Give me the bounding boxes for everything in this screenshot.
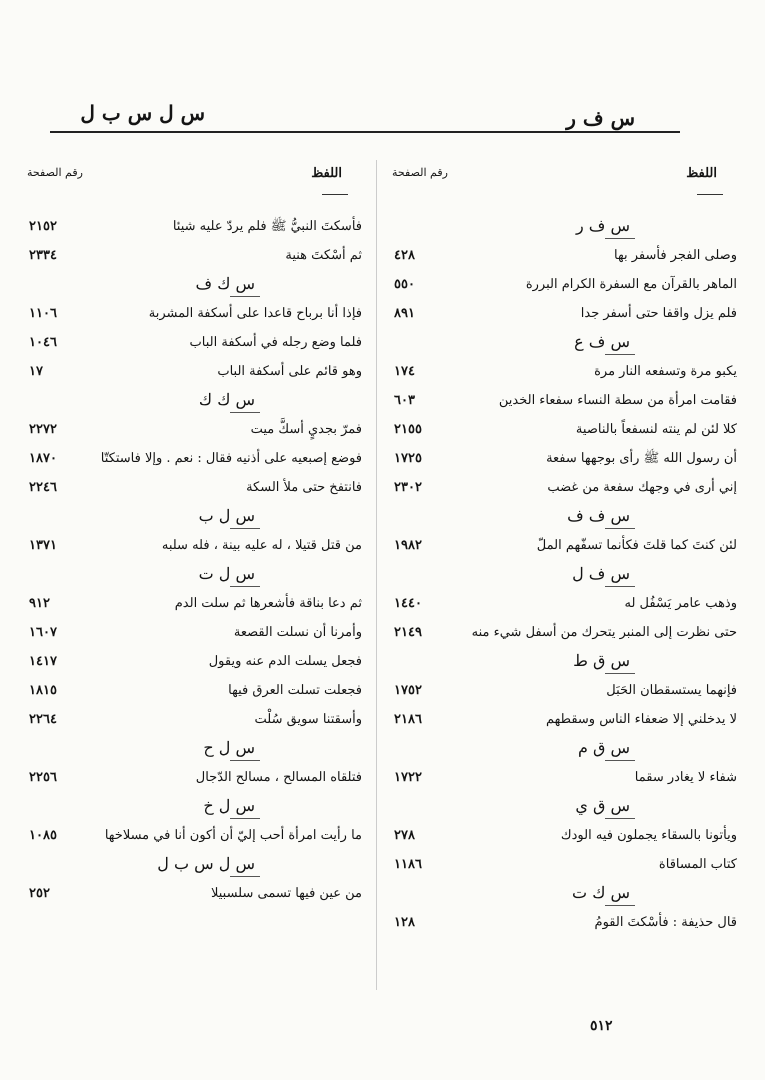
entry-page-number: ١٧٢٢: [394, 770, 422, 785]
index-entry: [390, 763, 745, 792]
root-letters: س ف ل: [572, 564, 630, 583]
index-entry: [25, 415, 370, 444]
label-underline: [697, 194, 723, 195]
running-head-left: س ل س ب ل: [80, 101, 205, 125]
left-column: [25, 160, 370, 908]
entry-page-number: ١٧٤: [394, 364, 415, 379]
index-entry: [390, 357, 745, 386]
root-underline: [230, 528, 260, 529]
entry-page-number: ٢٥٢: [29, 886, 50, 901]
entry-page-number: ١٣٧١: [29, 538, 57, 553]
entry-phrase: حتى نظرت إلى المنبر يتحرك من أسفل شيء منه: [471, 625, 737, 640]
entry-phrase: فلما وضع رجله في أسكفة الباب: [189, 335, 362, 350]
entry-phrase: فجعل يسلت الدم عنه ويقول: [208, 654, 362, 669]
index-entry: [25, 531, 370, 560]
root-letters: س ق ي: [575, 796, 630, 815]
root-underline: [605, 760, 635, 761]
column-divider: [376, 160, 377, 990]
root-underline: [605, 905, 635, 906]
entry-page-number: ٢٧٨: [394, 828, 415, 843]
index-entry: [390, 618, 745, 647]
word-column-label: اللفظ: [311, 166, 342, 181]
root-underline: [230, 586, 260, 587]
root-heading: [390, 560, 745, 589]
entry-page-number: ١٧٥٢: [394, 683, 422, 698]
index-entry: [390, 850, 745, 879]
entry-phrase: إني أرى في وجهك سفعة من غضب: [547, 480, 737, 495]
entry-page-number: ١٠٨٥: [29, 828, 57, 843]
entry-phrase: قال حذيفة : فأسْكتَ القومُ: [594, 915, 737, 930]
entry-page-number: ٢١٨٦: [394, 712, 422, 727]
entry-phrase: من عين فيها تسمى سلسبيلا: [210, 886, 362, 901]
entry-page-number: ١٨١٥: [29, 683, 57, 698]
entry-page-number: ٢١٥٥: [394, 422, 422, 437]
root-letters: س ف ف: [567, 506, 630, 525]
root-letters: س ل ح: [203, 738, 255, 757]
page-number: ٥١٢: [590, 1018, 613, 1034]
index-entry: [25, 618, 370, 647]
entry-phrase: وأمرنا أن نسلت القصعة: [233, 625, 362, 640]
index-entry: [390, 821, 745, 850]
index-entry: [25, 705, 370, 734]
index-entry: [25, 676, 370, 705]
root-letters: س ل س ب ل: [157, 854, 255, 873]
root-heading: [390, 879, 745, 908]
entry-phrase: فإنهما يستسقطان الحَبَل: [606, 683, 737, 698]
entry-phrase: وهو قائم على أسكفة الباب: [217, 364, 362, 379]
entry-page-number: ٢١٤٩: [394, 625, 422, 640]
column-header: [390, 160, 745, 212]
entry-page-number: ٩١٢: [29, 596, 50, 611]
root-underline: [230, 412, 260, 413]
root-heading: [25, 386, 370, 415]
root-letters: س ك ف: [195, 274, 255, 293]
index-entry: [25, 763, 370, 792]
entry-page-number: ١٨٧٠: [29, 451, 57, 466]
entry-page-number: ١٤٤٠: [394, 596, 422, 611]
root-heading: [25, 502, 370, 531]
root-letters: س ك ت: [572, 883, 630, 902]
running-head-right: س ف ر: [566, 106, 635, 130]
index-entry: [390, 299, 745, 328]
entry-page-number: ٢١٥٢: [29, 219, 57, 234]
entry-phrase: وأسقتنا سويق سُلْت: [254, 712, 362, 727]
entry-phrase: الماهر بالقرآن مع السفرة الكرام البررة: [525, 277, 737, 292]
entry-page-number: ٢٢٥٦: [29, 770, 57, 785]
index-entry: [390, 386, 745, 415]
root-heading: [25, 792, 370, 821]
root-heading: [390, 734, 745, 763]
entry-page-number: ٢٢٧٢: [29, 422, 57, 437]
entry-page-number: ١٠٤٦: [29, 335, 57, 350]
entry-phrase: فقامت امرأة من سطة النساء سفعاء الخدين: [498, 393, 737, 408]
root-underline: [605, 528, 635, 529]
index-entry: [25, 357, 370, 386]
root-heading: [25, 734, 370, 763]
root-heading: [390, 502, 745, 531]
entry-phrase: فمرّ بجديٍ أسكَّ ميت: [250, 422, 362, 437]
root-letters: س ف ع: [574, 332, 630, 351]
entry-phrase: من قتل قتيلا ، له عليه بينة ، فله سلبه: [161, 538, 362, 553]
entry-phrase: ثم دعا بناقة فأشعرها ثم سلت الدم: [174, 596, 362, 611]
right-column: [390, 160, 745, 937]
root-heading: [25, 850, 370, 879]
index-entry: [390, 241, 745, 270]
entry-page-number: ١٧٢٥: [394, 451, 422, 466]
root-heading: [390, 212, 745, 241]
index-entry: [25, 647, 370, 676]
index-entry: [25, 473, 370, 502]
entry-phrase: كلا لئن لم ينته لنسفعاً بالناصية: [575, 422, 737, 437]
entry-page-number: ١٤١٧: [29, 654, 57, 669]
root-letters: س ل خ: [203, 796, 255, 815]
index-entry: [390, 531, 745, 560]
root-underline: [230, 760, 260, 761]
header-rule: [50, 131, 680, 133]
entry-page-number: ١١٨٦: [394, 857, 422, 872]
root-underline: [605, 354, 635, 355]
index-entry: [390, 908, 745, 937]
entry-phrase: شفاء لا يغادر سقما: [634, 770, 737, 785]
index-entry: [25, 299, 370, 328]
root-letters: س ل ب: [198, 506, 255, 525]
index-entry: [25, 444, 370, 473]
root-heading: [390, 328, 745, 357]
entry-phrase: ما رأيت امرأة أحب إليّ أن أكون أنا في مسلاخها: [104, 828, 362, 843]
entry-phrase: وذهب عامر يَسْفُل له: [624, 596, 737, 611]
root-letters: س ق ط: [573, 651, 630, 670]
root-underline: [230, 876, 260, 877]
index-entry: [25, 589, 370, 618]
entry-page-number: ٦٠٣: [394, 393, 415, 408]
page-column-label: رقم الصفحة: [392, 166, 448, 179]
root-underline: [230, 818, 260, 819]
root-underline: [605, 586, 635, 587]
root-heading: [390, 792, 745, 821]
entry-page-number: ٢٢٤٦: [29, 480, 57, 495]
entry-phrase: فتلقاه المسالح ، مسالح الدّجال: [195, 770, 362, 785]
left-entry-list: [25, 212, 370, 908]
entry-phrase: ويأتونا بالسقاء يجملون فيه الودك: [560, 828, 737, 843]
page-column-label: رقم الصفحة: [27, 166, 83, 179]
root-underline: [605, 673, 635, 674]
root-heading: [25, 560, 370, 589]
root-underline: [605, 818, 635, 819]
entry-phrase: كتاب المساقاة: [658, 857, 737, 872]
index-entry: [390, 444, 745, 473]
entry-phrase: فجعلت تسلت العرق فيها: [228, 683, 362, 698]
word-column-label: اللفظ: [686, 166, 717, 181]
root-letters: س ك ك: [198, 390, 255, 409]
root-heading: [390, 647, 745, 676]
entry-phrase: أن رسول الله ﷺ رأى بوجهها سفعة: [546, 451, 737, 466]
entry-page-number: ٢٣٣٤: [29, 248, 57, 263]
right-entry-list: [390, 212, 745, 937]
index-entry: [25, 879, 370, 908]
entry-phrase: لئن كنتَ كما قلتَ فكأنما تسفّهم الملّ: [536, 538, 737, 553]
index-entry: [390, 589, 745, 618]
root-heading: [25, 270, 370, 299]
index-entry: [25, 821, 370, 850]
entry-phrase: فأسكتَ النبيُّ ﷺ فلم يردّ عليه شيئا: [172, 219, 362, 234]
index-entry: [25, 328, 370, 357]
index-entry: [390, 676, 745, 705]
root-letters: س ل ت: [198, 564, 255, 583]
entry-page-number: ١٢٨: [394, 915, 415, 930]
entry-phrase: فلم يزل واقفا حتى أسفر جدا: [580, 306, 737, 321]
entry-page-number: ٢٣٠٢: [394, 480, 422, 495]
entry-page-number: ٥٥٠: [394, 277, 415, 292]
root-underline: [230, 296, 260, 297]
entry-page-number: ١١٠٦: [29, 306, 57, 321]
entry-phrase: فإذا أنا برباح قاعدا على أسكفة المشربة: [148, 306, 362, 321]
index-entry: [390, 270, 745, 299]
entry-page-number: ١٩٨٢: [394, 538, 422, 553]
entry-phrase: لا يدخلني إلا ضعفاء الناس وسقطهم: [546, 712, 737, 727]
entry-phrase: يكبو مرة وتسفعه النار مرة: [594, 364, 737, 379]
index-entry: [390, 705, 745, 734]
root-underline: [605, 238, 635, 239]
column-header: [25, 160, 370, 212]
root-letters: س ق م: [577, 738, 630, 757]
entry-page-number: ١٦٠٧: [29, 625, 57, 640]
index-entry: [390, 473, 745, 502]
entry-phrase: فوضع إصبعيه على أذنيه فقال : نعم . وإلا فاستكتّا: [100, 451, 362, 466]
entry-phrase: وصلى الفجر فأسفر بها: [614, 248, 737, 263]
entry-phrase: فانتفخ حتى ملأ السكة: [246, 480, 362, 495]
entry-page-number: ٨٩١: [394, 306, 415, 321]
label-underline: [322, 194, 348, 195]
index-entry: [25, 241, 370, 270]
entry-page-number: ٤٢٨: [394, 248, 415, 263]
entry-page-number: ١٧: [29, 364, 43, 379]
entry-page-number: ٢٢٦٤: [29, 712, 57, 727]
entry-phrase: ثم أسْكتَ هنية: [285, 248, 362, 263]
index-entry: [25, 212, 370, 241]
root-letters: س ف ر: [575, 216, 630, 235]
index-entry: [390, 415, 745, 444]
